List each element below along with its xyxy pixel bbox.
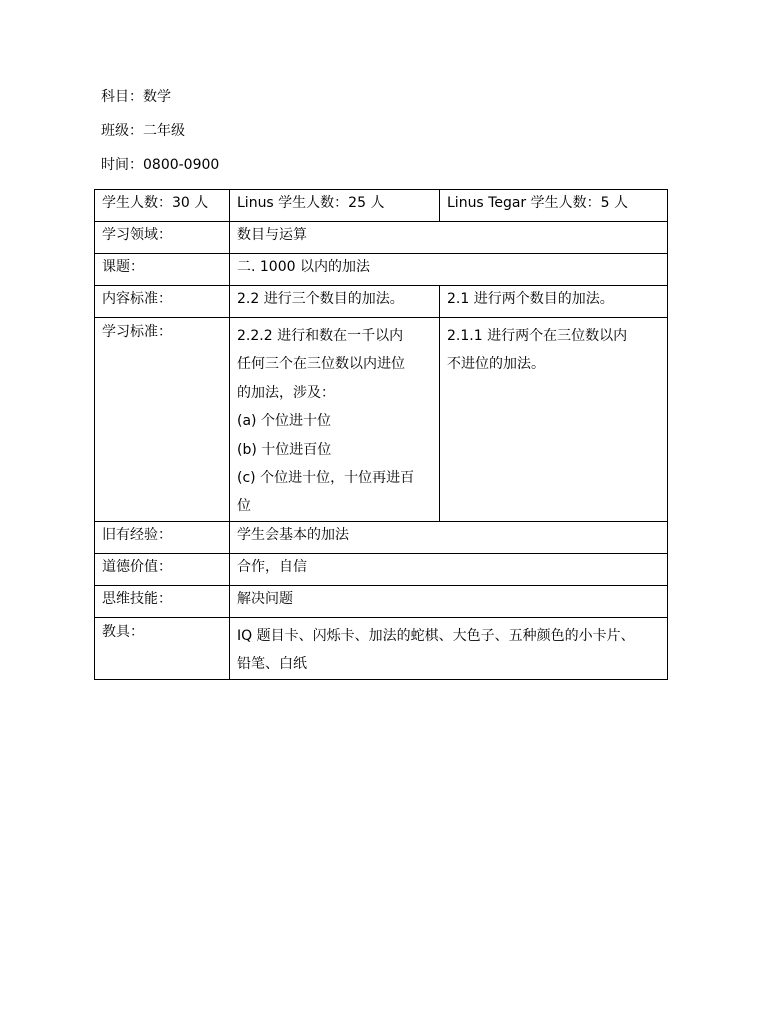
table-row-moral-values bbox=[95, 554, 668, 586]
learning-standard-b-line: 2.1.1 进行两个在三位数以内 bbox=[447, 328, 628, 344]
table-row-content-standard bbox=[95, 286, 668, 318]
domain-label: 学习领域： bbox=[95, 222, 230, 254]
learning-standard-b-line: 不进位的加法。 bbox=[447, 356, 545, 373]
learning-standard-a-line: 2.2.2 进行和数在一千以内 bbox=[237, 328, 404, 344]
linus-tegar-students-cell: Linus Tegar 学生人数：5 人 bbox=[440, 190, 668, 222]
teaching-aids-label: 教具： bbox=[95, 618, 230, 680]
class-line: 班级：二年级 bbox=[101, 123, 185, 139]
time-line: 时间：0800-0900 bbox=[101, 157, 220, 173]
learning-standard-a-line: (c) 个位进十位，十位再进百 bbox=[237, 470, 415, 487]
topic-label: 课题： bbox=[95, 254, 230, 286]
total-students-cell: 学生人数：30 人 bbox=[95, 190, 230, 222]
domain-value: 数目与运算 bbox=[230, 222, 668, 254]
lesson-plan-table bbox=[94, 189, 668, 680]
learning-standard-b bbox=[440, 318, 668, 522]
prior-knowledge-label: 旧有经验： bbox=[95, 522, 230, 554]
topic-value: 二. 1000 以内的加法 bbox=[230, 254, 668, 286]
teaching-aids-line: IQ 题目卡、闪烁卡、加法的蛇棋、大色子、五种颜色的小卡片、 bbox=[237, 628, 635, 644]
table-row-students bbox=[95, 190, 668, 222]
learning-standard-a bbox=[230, 318, 440, 522]
teaching-aids-value bbox=[230, 618, 668, 680]
table-row-domain bbox=[95, 222, 668, 254]
thinking-skills-label: 思维技能： bbox=[95, 586, 230, 618]
subject-line: 科目：数学 bbox=[101, 89, 171, 105]
learning-standard-a-line: 任何三个在三位数以内进位 bbox=[237, 356, 405, 373]
content-standard-b: 2.1 进行两个数目的加法。 bbox=[440, 286, 668, 318]
learning-standard-a-line: 位 bbox=[237, 498, 251, 515]
moral-values-label: 道德价值： bbox=[95, 554, 230, 586]
learning-standard-label: 学习标准： bbox=[95, 318, 230, 522]
table-row-learning-standard bbox=[95, 318, 668, 522]
table-row-thinking-skills bbox=[95, 586, 668, 618]
linus-students-cell: Linus 学生人数：25 人 bbox=[230, 190, 440, 222]
content-standard-a: 2.2 进行三个数目的加法。 bbox=[230, 286, 440, 318]
moral-values-value: 合作，自信 bbox=[230, 554, 668, 586]
table-row-prior-knowledge bbox=[95, 522, 668, 554]
thinking-skills-value: 解决问题 bbox=[230, 586, 668, 618]
learning-standard-a-line: (b) 十位进百位 bbox=[237, 441, 332, 458]
table-row-teaching-aids bbox=[95, 618, 668, 680]
table-row-topic bbox=[95, 254, 668, 286]
learning-standard-a-line: (a) 个位进十位 bbox=[237, 413, 331, 430]
content-standard-label: 内容标准： bbox=[95, 286, 230, 318]
teaching-aids-line: 铅笔、白纸 bbox=[237, 656, 307, 673]
prior-knowledge-value: 学生会基本的加法 bbox=[230, 522, 668, 554]
learning-standard-a-line: 的加法，涉及： bbox=[237, 384, 335, 401]
